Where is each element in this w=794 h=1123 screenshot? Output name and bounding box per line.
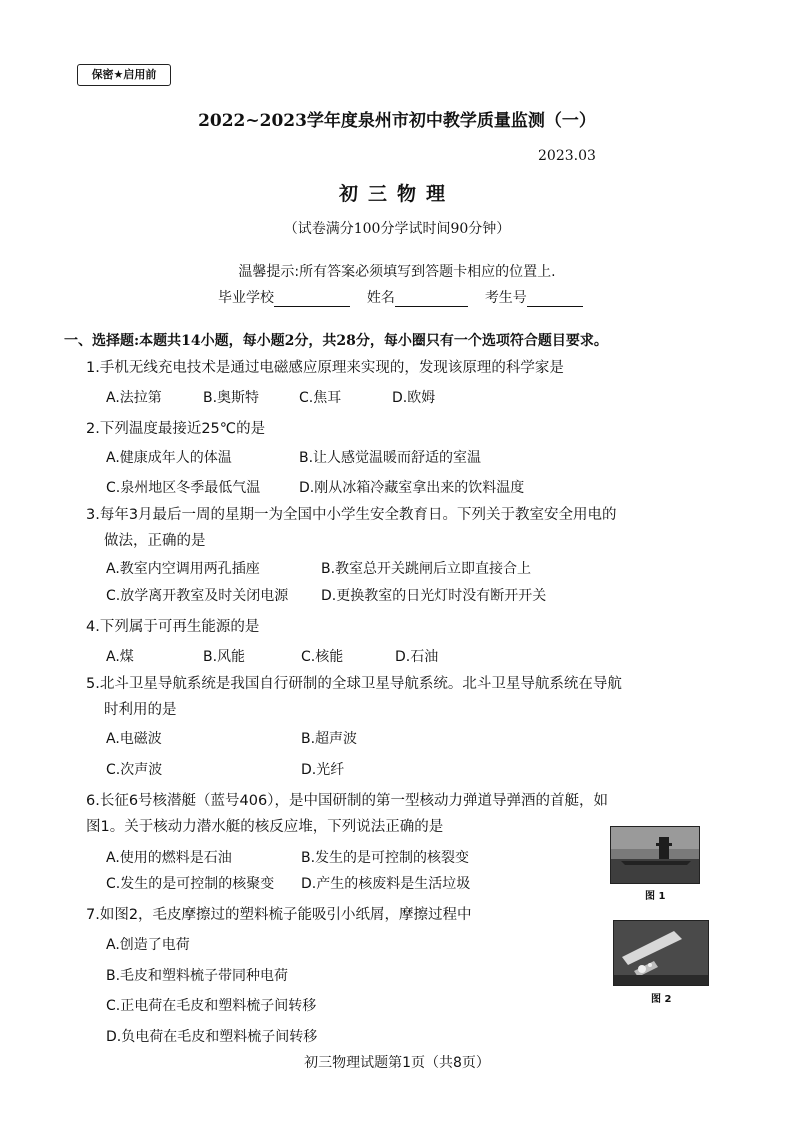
confidential-stamp: 保密★启用前	[77, 64, 171, 86]
name-blank	[395, 291, 468, 307]
subject-title: 初三物理	[338, 183, 455, 205]
question-7-option-d: D.负电荷在毛皮和塑料梳子间转移	[106, 1029, 318, 1045]
question-1-stem: 1.手机无线充电技术是通过电磁感应原理来实现的，发现该原理的科学家是	[86, 360, 564, 376]
exam-note: （试卷满分100分学试时间90分钟）	[283, 221, 511, 237]
question-2-option-d: D.刚从冰箱冷藏室拿出来的饮料温度	[299, 480, 525, 496]
exam-title: 2022~2023学年度泉州市初中教学质量监测（一）	[198, 111, 596, 131]
question-2-option-a: A.健康成年人的体温	[106, 450, 232, 466]
question-3-option-b: B.教室总开关跳闸后立即直接合上	[321, 561, 532, 577]
question-3-option-d: D.更换教室的日光灯时没有断开开关	[321, 588, 547, 604]
question-4-option-b: B.风能	[203, 649, 246, 665]
question-3-option-a: A.教室内空调用两孔插座	[106, 561, 260, 577]
section-title: 一、选择题:本题共14小题，每小题2分，共28分，每小圈只有一个选项符合题目要求。	[64, 333, 608, 349]
question-6-option-d: D.产生的核废料是生活垃圾	[301, 876, 471, 892]
exam-number-label: 考生号	[484, 290, 527, 306]
question-6-option-c: C.发生的是可控制的核聚变	[106, 876, 275, 892]
question-3-option-c: C.放学离开教室及时关闭电源	[106, 588, 289, 604]
question-6-option-b: B.发生的是可控制的核裂变	[301, 850, 470, 866]
figure-2-comb-image	[613, 920, 709, 986]
exam-date: 2023.03	[538, 148, 596, 164]
question-2-stem: 2.下列温度最接近25℃的是	[86, 421, 266, 437]
question-7-option-c: C.正电荷在毛皮和塑料梳子间转移	[106, 998, 317, 1014]
question-5-option-d: D.光纤	[301, 762, 345, 778]
question-6-stem-line-1: 6.长征6号核潜艇（蓝号406），是中国研制的第一型核动力弹道导弹酒的首艇，如	[86, 793, 608, 809]
question-4-option-a: A.煤	[106, 649, 134, 665]
school-label: 毕业学校	[218, 290, 274, 306]
question-4-option-c: C.核能	[301, 649, 344, 665]
question-5-option-c: C.次声波	[106, 762, 163, 778]
question-2-option-b: B.让人感觉温暖而舒适的室温	[299, 450, 482, 466]
exam-number-blank	[527, 291, 583, 307]
question-1-option-d: D.欧姆	[392, 390, 436, 406]
question-6-option-a: A.使用的燃料是石油	[106, 850, 232, 866]
figure-1-submarine-image	[610, 826, 700, 884]
question-5-option-a: A.电磁波	[106, 731, 162, 747]
figure-2-caption: 图 2	[651, 994, 672, 1005]
question-5-option-b: B.超声波	[301, 731, 358, 747]
question-3-stem-line-2: 做法，正确的是	[104, 533, 206, 549]
question-4-stem: 4.下列属于可再生能源的是	[86, 619, 260, 635]
student-info-line	[218, 287, 583, 307]
figure-1-caption: 图 1	[645, 891, 666, 902]
tip-text: 温馨提示:所有答案必须填写到答题卡相应的位置上.	[238, 264, 556, 280]
question-3-stem-line-1: 3.每年3月最后一周的星期一为全国中小学生安全教育日。下列关于教室安全用电的	[86, 507, 617, 523]
page-footer: 初三物理试题第1页（共8页）	[304, 1055, 490, 1071]
question-6-stem-line-2: 图1。关于核动力潜水艇的核反应堆，下列说法正确的是	[86, 819, 444, 835]
question-7-stem: 7.如图2，毛皮摩擦过的塑料梳子能吸引小纸屑，摩擦过程中	[86, 907, 472, 923]
question-1-option-c: C.焦耳	[299, 390, 342, 406]
question-5-stem-line-2: 时利用的是	[104, 702, 177, 718]
question-7-option-a: A.创造了电荷	[106, 937, 190, 953]
question-1-option-a: A.法拉第	[106, 390, 162, 406]
question-2-option-c: C.泉州地区冬季最低气温	[106, 480, 261, 496]
question-5-stem-line-1: 5.北斗卫星导航系统是我国自行研制的全球卫星导航系统。北斗卫星导航系统在导航	[86, 676, 622, 692]
question-1-option-b: B.奥斯特	[203, 390, 260, 406]
school-blank	[274, 291, 350, 307]
question-4-option-d: D.石油	[395, 649, 439, 665]
name-label: 姓名	[366, 290, 395, 306]
question-7-option-b: B.毛皮和塑料梳子带同种电荷	[106, 968, 289, 984]
